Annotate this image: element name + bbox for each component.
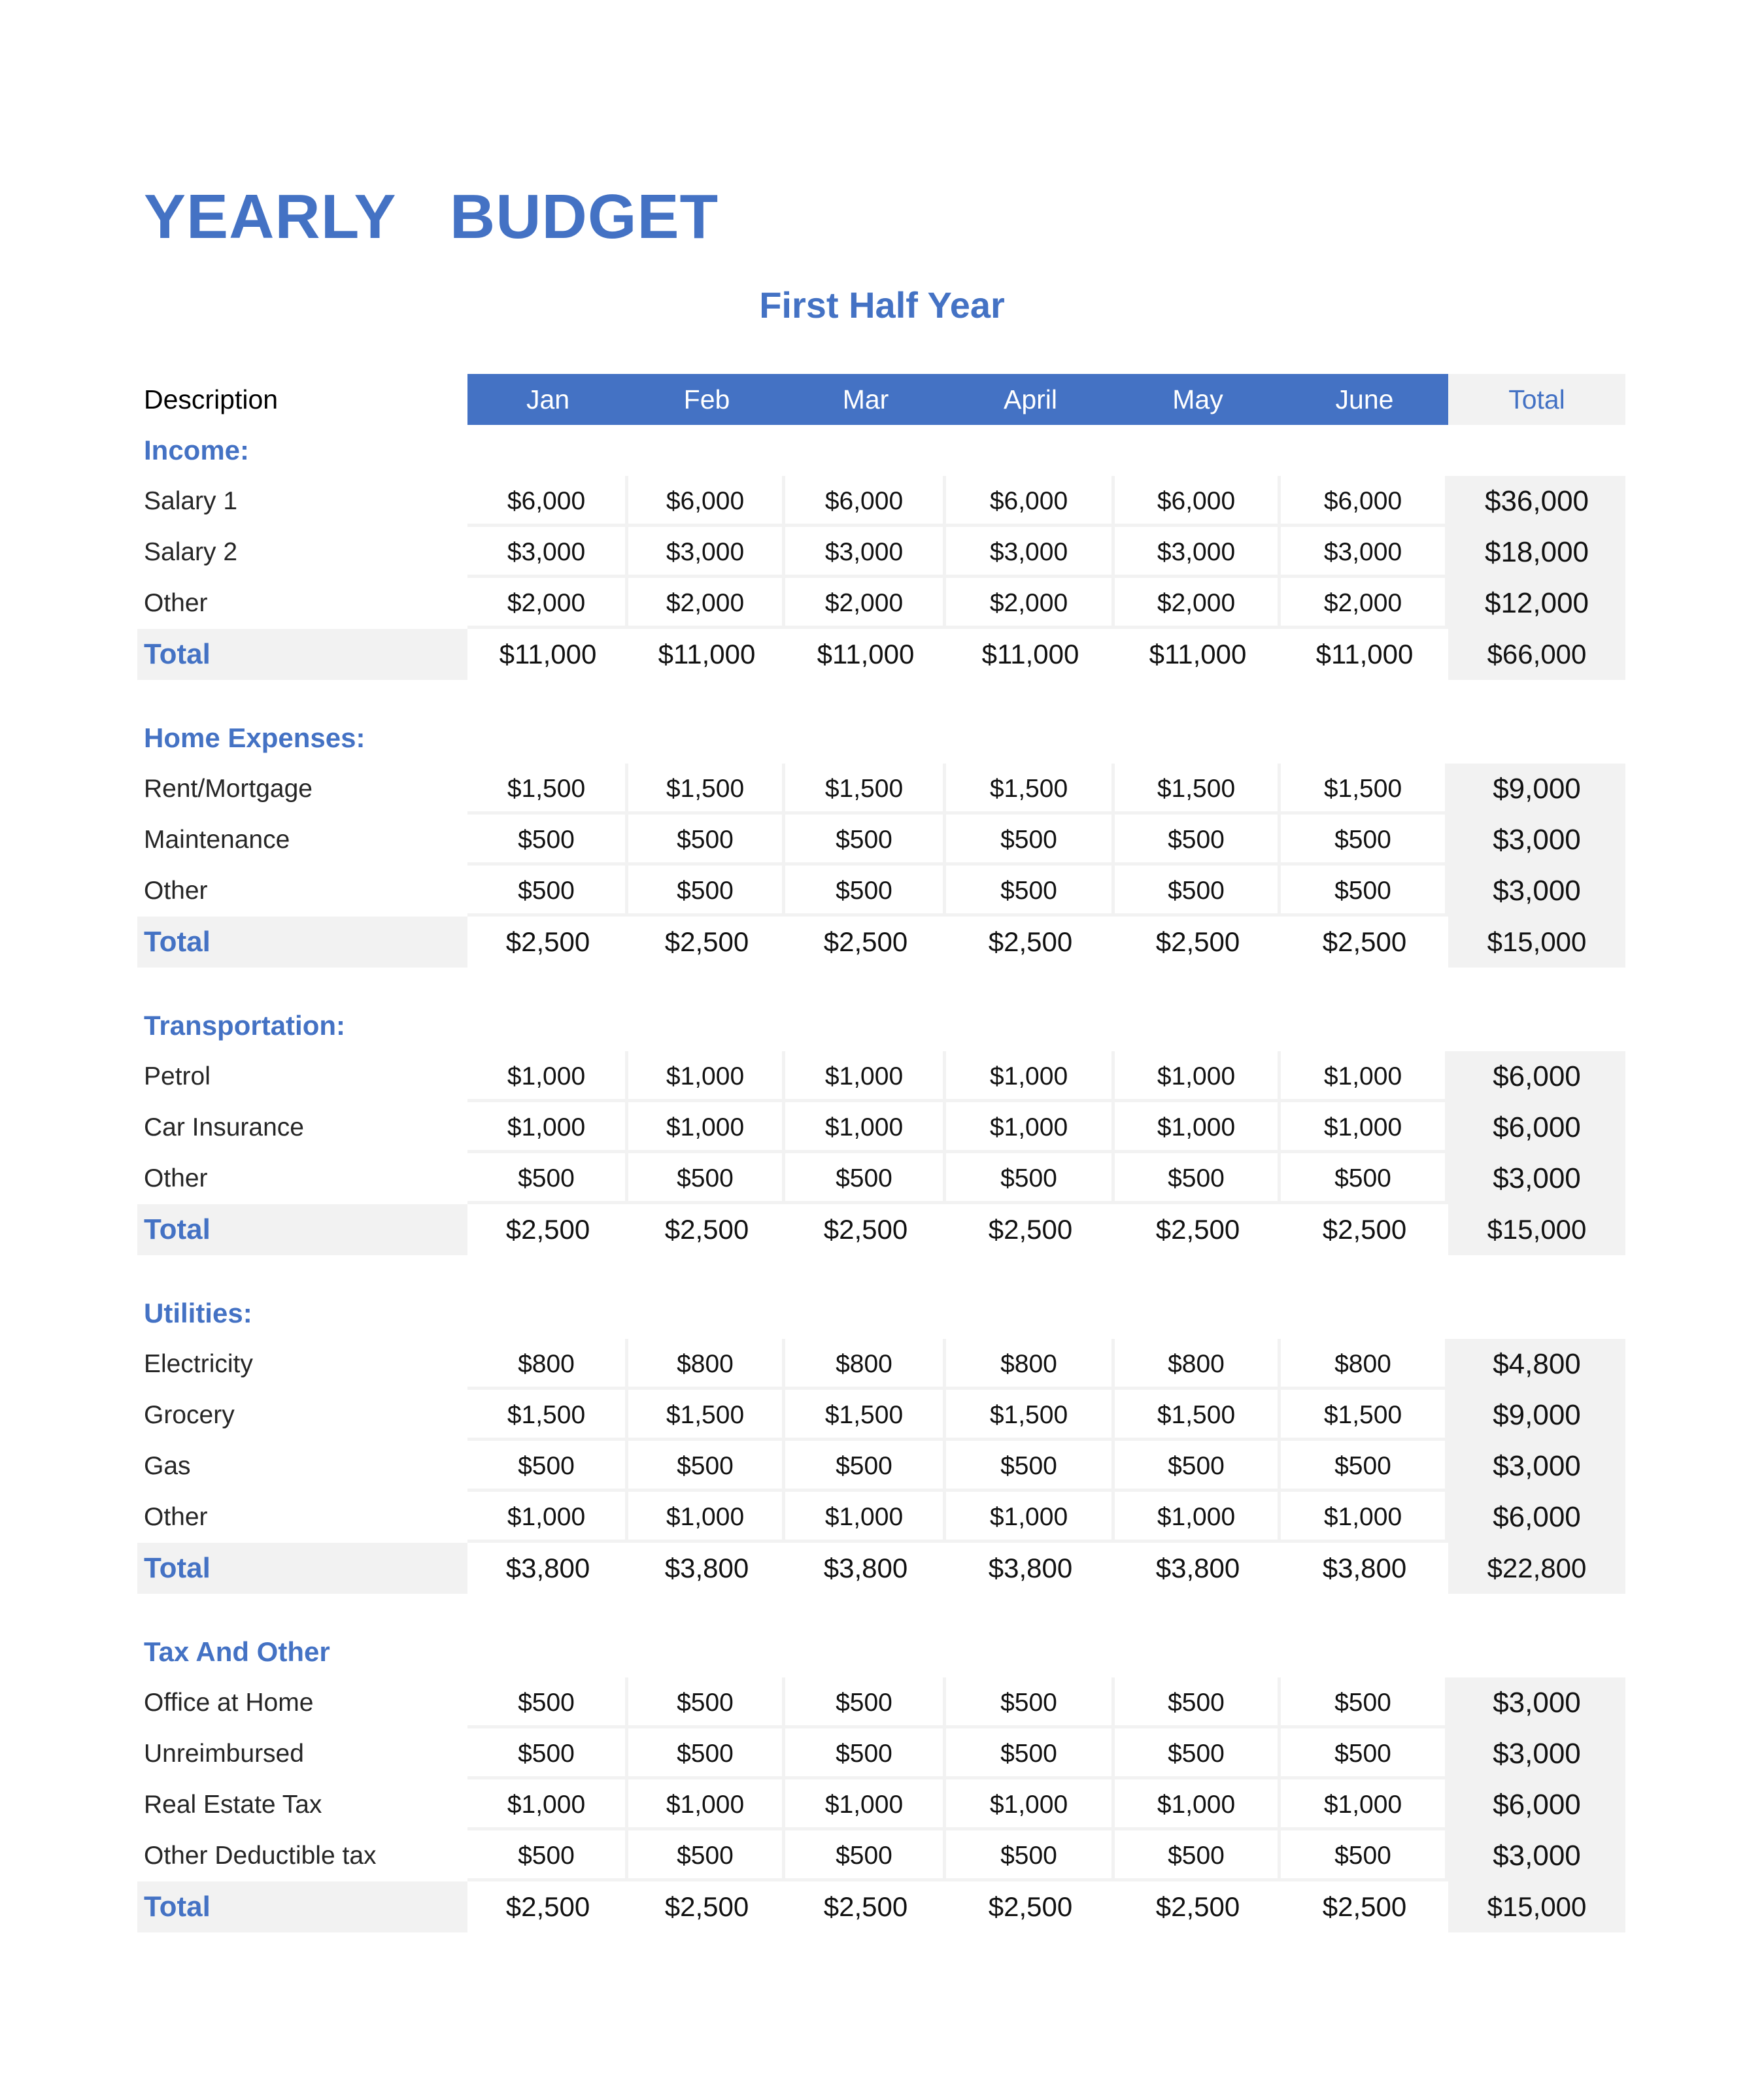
row-total-cell: $3,000 <box>1448 1441 1625 1492</box>
section-total-row <box>137 1204 1625 1255</box>
row-label: Grocery <box>144 1401 235 1429</box>
total-value-cell: $2,500 <box>785 1204 946 1255</box>
row-total-cell: $12,000 <box>1448 578 1625 629</box>
value-cell: $3,000 <box>785 527 946 578</box>
total-value-cell: $2,500 <box>1281 1204 1448 1255</box>
page-subtitle: First Half Year <box>759 284 1005 326</box>
value-cell: $500 <box>785 1441 946 1492</box>
value-cell: $2,000 <box>946 578 1115 629</box>
table-row <box>137 527 1625 578</box>
total-value-cell: $2,500 <box>1115 1881 1281 1932</box>
value-cell: $500 <box>467 1153 628 1204</box>
total-value-cell: $3,800 <box>467 1543 628 1594</box>
value-cell: $500 <box>628 1830 785 1881</box>
total-value-cell: $2,500 <box>1115 917 1281 968</box>
header-month: April <box>946 374 1115 425</box>
table-row <box>137 578 1625 629</box>
section-title: Utilities: <box>144 1298 252 1328</box>
section-title: Home Expenses: <box>144 722 365 753</box>
value-cell: $500 <box>467 866 628 917</box>
header-month: May <box>1115 374 1281 425</box>
section-header-row <box>137 1626 1625 1677</box>
section-total-row <box>137 1543 1625 1594</box>
total-value-cell: $2,500 <box>946 1204 1115 1255</box>
section-header-row <box>137 425 1625 476</box>
value-cell: $2,000 <box>785 578 946 629</box>
value-cell: $500 <box>1115 1677 1281 1728</box>
value-cell: $800 <box>467 1339 628 1390</box>
total-value-cell: $2,500 <box>1281 917 1448 968</box>
value-cell: $500 <box>785 815 946 866</box>
value-cell: $800 <box>1281 1339 1448 1390</box>
table-row <box>137 1339 1625 1390</box>
value-cell: $500 <box>628 1441 785 1492</box>
table-row <box>137 815 1625 866</box>
total-value-cell: $11,000 <box>946 629 1115 680</box>
total-label: Total <box>144 1213 211 1245</box>
row-label: Maintenance <box>144 826 290 854</box>
table-row <box>137 1153 1625 1204</box>
total-value-cell: $2,500 <box>628 1881 785 1932</box>
value-cell: $1,000 <box>946 1051 1115 1102</box>
budget-sheet <box>137 374 1625 1932</box>
total-value-cell: $3,800 <box>1115 1543 1281 1594</box>
value-cell: $500 <box>628 1728 785 1779</box>
table-row <box>137 1051 1625 1102</box>
row-total-cell: $3,000 <box>1448 1830 1625 1881</box>
value-cell: $500 <box>785 866 946 917</box>
value-cell: $500 <box>1281 1153 1448 1204</box>
total-value-cell: $2,500 <box>1115 1204 1281 1255</box>
row-label: Rent/Mortgage <box>144 775 313 803</box>
value-cell: $500 <box>946 1153 1115 1204</box>
value-cell: $500 <box>628 815 785 866</box>
value-cell: $500 <box>1115 866 1281 917</box>
value-cell: $6,000 <box>628 476 785 527</box>
value-cell: $500 <box>1115 1441 1281 1492</box>
value-cell: $500 <box>785 1830 946 1881</box>
value-cell: $1,000 <box>785 1492 946 1543</box>
value-cell: $1,500 <box>1281 764 1448 815</box>
section-header-row <box>137 1000 1625 1051</box>
value-cell: $2,000 <box>467 578 628 629</box>
table-row <box>137 764 1625 815</box>
value-cell: $2,000 <box>1281 578 1448 629</box>
total-value-cell: $2,500 <box>628 1204 785 1255</box>
value-cell: $800 <box>628 1339 785 1390</box>
row-total-cell: $3,000 <box>1448 1677 1625 1728</box>
value-cell: $500 <box>628 866 785 917</box>
value-cell: $500 <box>946 1830 1115 1881</box>
row-total-cell: $3,000 <box>1448 815 1625 866</box>
value-cell: $1,000 <box>628 1492 785 1543</box>
row-label: Other <box>144 1164 208 1192</box>
value-cell: $1,500 <box>785 1390 946 1441</box>
total-value-cell: $2,500 <box>785 1881 946 1932</box>
header-month: June <box>1281 374 1448 425</box>
total-value-cell: $2,500 <box>946 1881 1115 1932</box>
table-row <box>137 1492 1625 1543</box>
table-row <box>137 866 1625 917</box>
total-value-cell: $2,500 <box>467 1204 628 1255</box>
section-title: Transportation: <box>144 1010 346 1041</box>
value-cell: $1,500 <box>628 1390 785 1441</box>
table-row <box>137 1728 1625 1779</box>
value-cell: $500 <box>946 866 1115 917</box>
value-cell: $1,000 <box>785 1051 946 1102</box>
row-label: Other <box>144 877 208 905</box>
value-cell: $500 <box>1281 815 1448 866</box>
value-cell: $500 <box>946 1441 1115 1492</box>
total-label: Total <box>144 926 211 958</box>
total-value-cell: $3,800 <box>1281 1543 1448 1594</box>
value-cell: $800 <box>1115 1339 1281 1390</box>
value-cell: $1,000 <box>785 1779 946 1830</box>
value-cell: $3,000 <box>628 527 785 578</box>
table-row <box>137 1102 1625 1153</box>
value-cell: $500 <box>467 1677 628 1728</box>
total-label: Total <box>144 638 211 670</box>
row-total-cell: $4,800 <box>1448 1339 1625 1390</box>
value-cell: $1,000 <box>467 1051 628 1102</box>
value-cell: $1,500 <box>467 1390 628 1441</box>
value-cell: $1,500 <box>946 764 1115 815</box>
row-label: Real Estate Tax <box>144 1791 322 1819</box>
value-cell: $1,000 <box>1115 1102 1281 1153</box>
value-cell: $1,000 <box>467 1492 628 1543</box>
total-value-cell: $2,500 <box>467 1881 628 1932</box>
row-label: Office at Home <box>144 1689 314 1717</box>
value-cell: $500 <box>946 1677 1115 1728</box>
row-total-cell: $3,000 <box>1448 1153 1625 1204</box>
header-description: Description <box>144 384 279 414</box>
value-cell: $6,000 <box>1281 476 1448 527</box>
value-cell: $1,000 <box>1115 1492 1281 1543</box>
table-row <box>137 1390 1625 1441</box>
value-cell: $1,500 <box>1281 1390 1448 1441</box>
value-cell: $500 <box>467 1728 628 1779</box>
row-label: Other <box>144 589 208 617</box>
row-label: Other <box>144 1503 208 1531</box>
grand-total-cell: $66,000 <box>1448 629 1625 680</box>
value-cell: $1,000 <box>1281 1492 1448 1543</box>
total-value-cell: $11,000 <box>785 629 946 680</box>
section-total-row <box>137 629 1625 680</box>
value-cell: $1,000 <box>785 1102 946 1153</box>
grand-total-cell: $15,000 <box>1448 917 1625 968</box>
section-header-row <box>137 1288 1625 1339</box>
section-spacer <box>137 968 1625 1000</box>
value-cell: $3,000 <box>1115 527 1281 578</box>
total-value-cell: $11,000 <box>1115 629 1281 680</box>
row-total-cell: $9,000 <box>1448 764 1625 815</box>
total-value-cell: $2,500 <box>628 917 785 968</box>
section-header-row <box>137 713 1625 764</box>
row-total-cell: $6,000 <box>1448 1102 1625 1153</box>
value-cell: $1,000 <box>467 1102 628 1153</box>
grand-total-cell: $15,000 <box>1448 1204 1625 1255</box>
value-cell: $2,000 <box>628 578 785 629</box>
total-value-cell: $11,000 <box>467 629 628 680</box>
section-spacer <box>137 680 1625 713</box>
value-cell: $500 <box>1115 1830 1281 1881</box>
value-cell: $2,000 <box>1115 578 1281 629</box>
value-cell: $3,000 <box>946 527 1115 578</box>
value-cell: $500 <box>628 1153 785 1204</box>
row-label: Salary 1 <box>144 487 238 515</box>
value-cell: $1,500 <box>1115 764 1281 815</box>
row-label: Gas <box>144 1452 191 1480</box>
row-label: Petrol <box>144 1062 211 1090</box>
table-row <box>137 1779 1625 1830</box>
row-total-cell: $9,000 <box>1448 1390 1625 1441</box>
value-cell: $500 <box>1115 1153 1281 1204</box>
value-cell: $3,000 <box>1281 527 1448 578</box>
row-total-cell: $18,000 <box>1448 527 1625 578</box>
section-spacer <box>137 1255 1625 1288</box>
value-cell: $6,000 <box>1115 476 1281 527</box>
total-value-cell: $2,500 <box>1281 1881 1448 1932</box>
value-cell: $3,000 <box>467 527 628 578</box>
value-cell: $500 <box>946 815 1115 866</box>
header-month: Feb <box>628 374 785 425</box>
value-cell: $1,000 <box>1281 1051 1448 1102</box>
table-row <box>137 1830 1625 1881</box>
row-total-cell: $3,000 <box>1448 1728 1625 1779</box>
value-cell: $6,000 <box>946 476 1115 527</box>
value-cell: $500 <box>1115 1728 1281 1779</box>
value-cell: $1,500 <box>785 764 946 815</box>
header-month: Mar <box>785 374 946 425</box>
row-total-cell: $36,000 <box>1448 476 1625 527</box>
value-cell: $1,000 <box>946 1779 1115 1830</box>
value-cell: $1,000 <box>1115 1779 1281 1830</box>
value-cell: $1,000 <box>1115 1051 1281 1102</box>
row-label: Car Insurance <box>144 1113 304 1141</box>
value-cell: $500 <box>467 1830 628 1881</box>
value-cell: $500 <box>785 1728 946 1779</box>
grand-total-cell: $15,000 <box>1448 1881 1625 1932</box>
row-total-cell: $6,000 <box>1448 1779 1625 1830</box>
section-title: Income: <box>144 435 250 465</box>
value-cell: $500 <box>628 1677 785 1728</box>
row-total-cell: $6,000 <box>1448 1051 1625 1102</box>
value-cell: $1,000 <box>1281 1779 1448 1830</box>
row-label: Other Deductible tax <box>144 1842 377 1870</box>
value-cell: $800 <box>946 1339 1115 1390</box>
row-total-cell: $3,000 <box>1448 866 1625 917</box>
row-total-cell: $6,000 <box>1448 1492 1625 1543</box>
total-label: Total <box>144 1891 211 1923</box>
table-row <box>137 1441 1625 1492</box>
total-value-cell: $3,800 <box>785 1543 946 1594</box>
section-total-row <box>137 1881 1625 1932</box>
value-cell: $1,000 <box>1281 1102 1448 1153</box>
total-value-cell: $3,800 <box>628 1543 785 1594</box>
value-cell: $1,000 <box>946 1102 1115 1153</box>
row-label: Unreimbursed <box>144 1740 304 1768</box>
section-title: Tax And Other <box>144 1636 330 1667</box>
value-cell: $1,500 <box>946 1390 1115 1441</box>
value-cell: $6,000 <box>785 476 946 527</box>
total-value-cell: $11,000 <box>628 629 785 680</box>
value-cell: $500 <box>1281 1677 1448 1728</box>
value-cell: $1,000 <box>628 1779 785 1830</box>
value-cell: $500 <box>785 1153 946 1204</box>
value-cell: $1,000 <box>946 1492 1115 1543</box>
value-cell: $500 <box>1115 815 1281 866</box>
total-label: Total <box>144 1552 211 1584</box>
value-cell: $500 <box>785 1677 946 1728</box>
table-row <box>137 476 1625 527</box>
page-title: YEARLY BUDGET <box>144 182 719 252</box>
value-cell: $500 <box>946 1728 1115 1779</box>
row-label: Electricity <box>144 1350 253 1378</box>
total-value-cell: $2,500 <box>946 917 1115 968</box>
value-cell: $500 <box>1281 1728 1448 1779</box>
total-value-cell: $2,500 <box>785 917 946 968</box>
header-month: Jan <box>467 374 628 425</box>
row-label: Salary 2 <box>144 538 238 566</box>
value-cell: $500 <box>1281 1830 1448 1881</box>
header-row <box>137 374 1625 425</box>
value-cell: $1,500 <box>467 764 628 815</box>
table-row <box>137 1677 1625 1728</box>
value-cell: $6,000 <box>467 476 628 527</box>
total-value-cell: $2,500 <box>467 917 628 968</box>
value-cell: $1,500 <box>628 764 785 815</box>
value-cell: $1,000 <box>467 1779 628 1830</box>
value-cell: $1,000 <box>628 1102 785 1153</box>
header-total: Total <box>1448 374 1625 425</box>
total-value-cell: $3,800 <box>946 1543 1115 1594</box>
value-cell: $500 <box>1281 866 1448 917</box>
value-cell: $500 <box>467 1441 628 1492</box>
value-cell: $500 <box>467 815 628 866</box>
total-value-cell: $11,000 <box>1281 629 1448 680</box>
section-spacer <box>137 1594 1625 1626</box>
value-cell: $1,000 <box>628 1051 785 1102</box>
value-cell: $800 <box>785 1339 946 1390</box>
value-cell: $1,500 <box>1115 1390 1281 1441</box>
value-cell: $500 <box>1281 1441 1448 1492</box>
grand-total-cell: $22,800 <box>1448 1543 1625 1594</box>
section-total-row <box>137 917 1625 968</box>
